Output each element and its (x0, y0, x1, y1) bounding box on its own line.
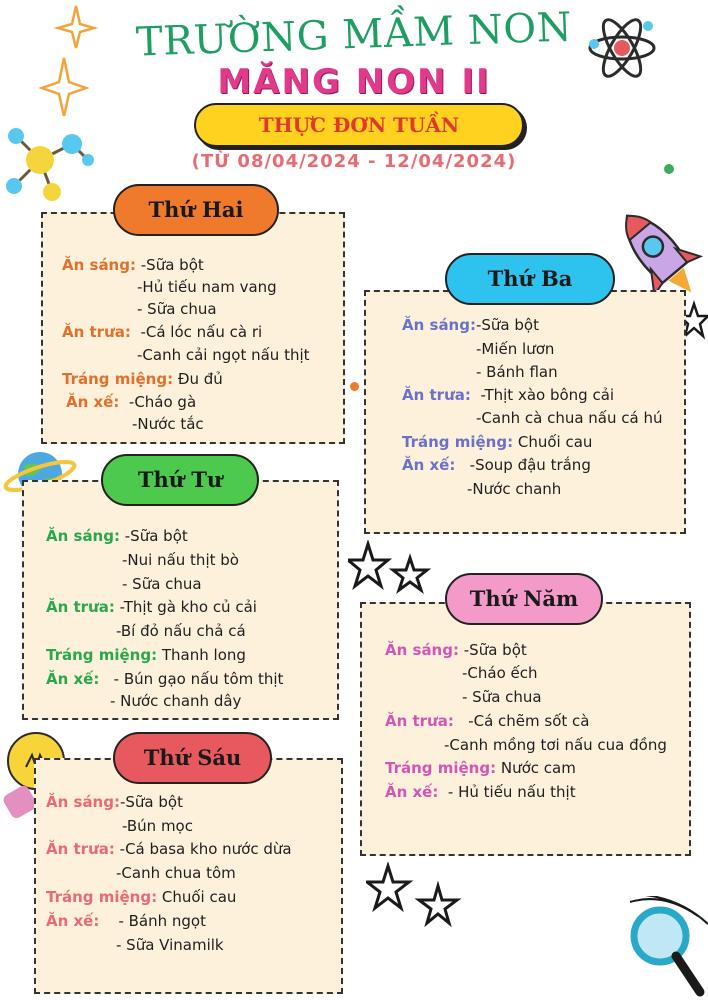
day-title-wednesday: Thứ Tư (101, 454, 259, 506)
menu-line: Ăn trưa: -Cá basa kho nước dừa (46, 840, 292, 858)
day-title-monday: Thứ Hai (113, 184, 279, 236)
menu-line: -Canh mồng tơi nấu cua đồng (444, 736, 667, 754)
menu-line: -Hủ tiếu nam vang (137, 278, 277, 296)
day-title-thursday: Thứ Năm (445, 573, 603, 625)
sparkle-stars-icon (36, 2, 146, 122)
menu-line: -Bí đỏ nấu chả cá (116, 622, 246, 640)
menu-line: -Miến lươn (476, 340, 555, 358)
magnifier-icon (624, 896, 708, 1000)
menu-line: -Nước chanh (467, 480, 562, 498)
date-range: (TỪ 08/04/2024 - 12/04/2024) (191, 151, 517, 172)
menu-line: Ăn xế: -Soup đậu trắng (402, 456, 591, 474)
menu-line: Ăn trưa: -Thịt xào bông cải (402, 386, 615, 404)
menu-line: -Canh chua tôm (116, 864, 236, 882)
menu-line: -Nui nấu thịt bò (122, 551, 239, 569)
menu-line: - Sữa chua (462, 688, 542, 706)
menu-line: - Bánh flan (476, 363, 558, 381)
menu-line: -Canh cà chua nấu cá hú (476, 409, 663, 427)
menu-line: - Sữa chua (122, 575, 202, 593)
menu-line: -Bún mọc (122, 817, 193, 835)
menu-line: Ăn sáng:-Sữa bột (46, 793, 183, 811)
dot-decoration (664, 164, 674, 174)
school-name-line1: TRƯỜNG MẦM NON (135, 4, 573, 66)
atom-icon (586, 12, 658, 84)
menu-line: Ăn sáng: -Sữa bột (385, 641, 527, 659)
menu-line: Tráng miệng: Thanh long (46, 646, 246, 664)
day-title-friday: Thứ Sáu (113, 732, 272, 784)
weekly-menu-title: THỰC ĐƠN TUẦN (194, 103, 524, 147)
menu-line: Ăn trưa: -Thịt gà kho củ cải (46, 598, 257, 616)
menu-line: Ăn xế: -Cháo gà (66, 393, 197, 411)
menu-line: Tráng miệng: Nước cam (385, 759, 576, 777)
menu-line: Tráng miệng: Chuối cau (402, 433, 593, 451)
dot-decoration (350, 382, 359, 391)
school-name-line2: MĂNG NON II (217, 62, 491, 102)
menu-line: Ăn xế: - Bánh ngọt (46, 912, 206, 930)
menu-line: Ăn sáng: -Sữa bột (62, 256, 204, 274)
menu-line: - Sữa Vinamilk (116, 936, 224, 954)
molecule-icon (2, 120, 102, 210)
menu-line: Ăn trưa: -Cá chẽm sốt cà (385, 712, 590, 730)
menu-line: Ăn xế: - Bún gạo nấu tôm thịt (46, 670, 284, 688)
menu-line: Ăn trưa: -Cá lóc nấu cà ri (62, 323, 263, 341)
stars-icon (348, 540, 438, 600)
day-title-tuesday: Thứ Ba (445, 253, 615, 305)
menu-line: Tráng miệng: Đu đủ (62, 370, 223, 388)
stars-icon-bottom (366, 862, 466, 934)
menu-line: -Nước tắc (132, 415, 204, 433)
menu-line: -Canh cải ngọt nấu thịt (137, 346, 310, 364)
menu-line: - Nước chanh dây (110, 692, 242, 710)
menu-line: Tráng miệng: Chuối cau (46, 888, 237, 906)
menu-line: Ăn sáng: -Sữa bột (46, 527, 188, 545)
menu-line: Ăn sáng:-Sữa bột (402, 316, 539, 334)
menu-line: - Sữa chua (137, 300, 217, 318)
menu-line: -Cháo ếch (462, 664, 538, 682)
menu-line: Ăn xế: - Hủ tiếu nấu thịt (385, 783, 576, 801)
